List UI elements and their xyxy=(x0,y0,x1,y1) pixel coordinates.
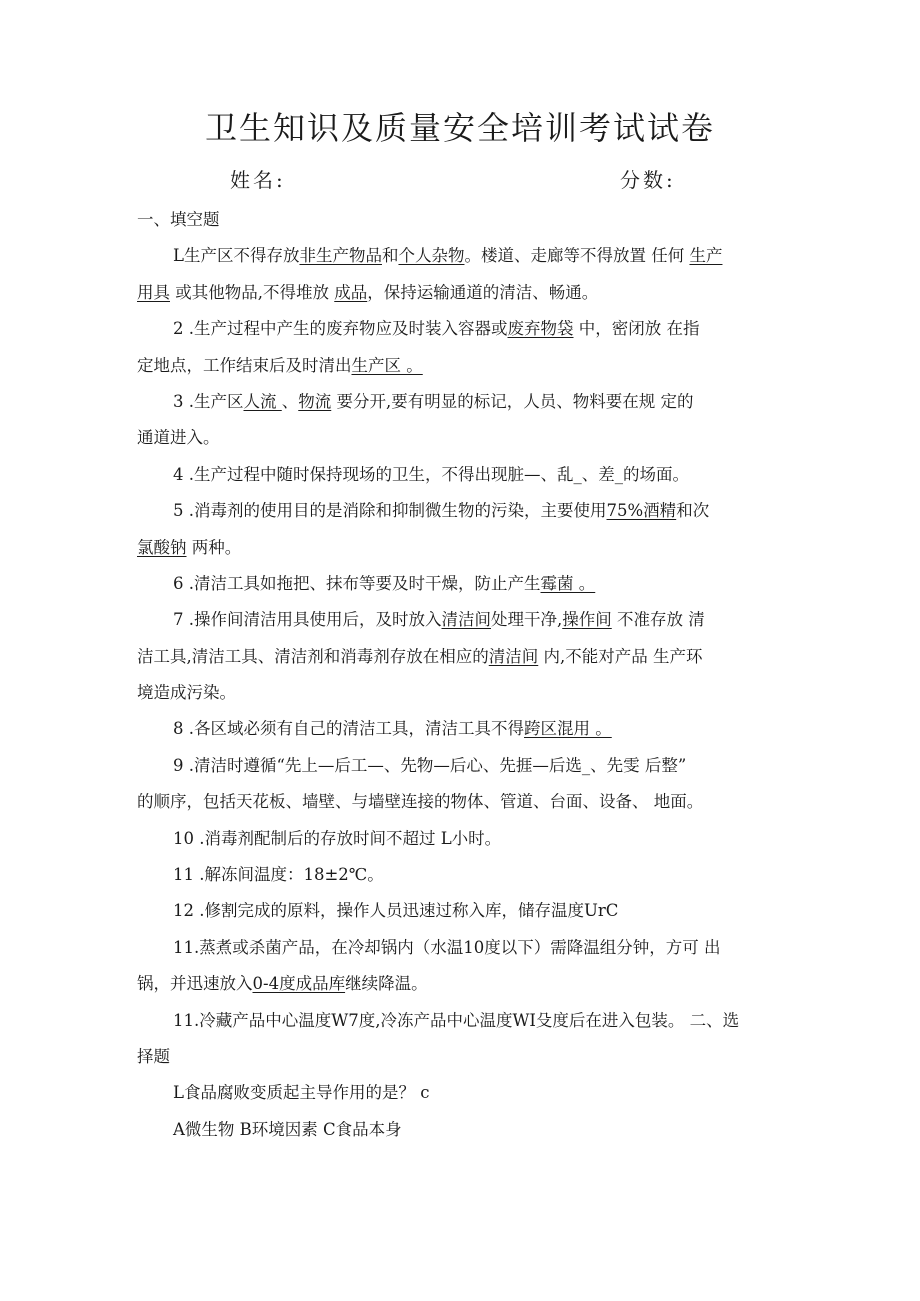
text-line xyxy=(137,1039,787,1075)
text-segment: 8 .各区域必须有自己的清洁工具，清洁工具不得 xyxy=(173,719,524,739)
text-segment: 11 .解冻间温度：18±2℃。 xyxy=(173,865,384,885)
text-line xyxy=(137,711,787,747)
text-segment: 6 .清洁工具如拖把、抹布等要及时干燥，防止产生 xyxy=(173,573,541,593)
text-line xyxy=(137,821,787,857)
answer-underlined: 废弃物袋 xyxy=(507,319,574,339)
section-heading-fill-blank: 一、填空题 xyxy=(137,210,220,229)
text-line xyxy=(137,930,787,966)
text-segment: 两种。 xyxy=(186,537,242,557)
answer-underlined: 个人杂物 xyxy=(398,246,465,266)
text-line xyxy=(137,530,787,566)
text-line xyxy=(137,748,787,784)
text-segment: 内,不能对产品 生产环 xyxy=(538,646,703,666)
text-segment: 11.冷藏产品中心温度W7度,冷冻产品中心温度WI殳度后在进入包装。 二、选 xyxy=(173,1010,740,1030)
text-segment: 中，密闭放 在指 xyxy=(573,319,700,339)
text-line xyxy=(137,238,787,274)
answer-underlined: 75%酒精 xyxy=(606,501,677,521)
text-segment: 处理干净, xyxy=(491,610,563,630)
answer-underlined: 成品 xyxy=(334,282,368,302)
text-line xyxy=(137,384,787,420)
answer-underlined: 用具 xyxy=(137,282,170,302)
answer-underlined: 清洁间 xyxy=(488,646,539,666)
text-line xyxy=(137,675,787,711)
exam-body xyxy=(137,202,787,1148)
text-line xyxy=(137,420,787,456)
text-segment: L食品腐败变质起主导作用的是？ c xyxy=(173,1083,430,1103)
text-line xyxy=(137,639,787,675)
text-segment: 3 .生产区 xyxy=(173,391,244,411)
text-line xyxy=(137,966,787,1002)
answer-underlined: 0-4度成品库 xyxy=(252,974,346,994)
text-line xyxy=(137,1075,787,1111)
text-segment: 。楼道、走廊等不得放置 任何 xyxy=(464,246,690,266)
text-segment: 要分开,要有明显的标记，人员、物料要在规 定的 xyxy=(331,391,694,411)
text-segment: 、 xyxy=(281,391,299,411)
text-segment: 4 .生产过程中随时保持现场的卫生，不得出现脏—、乱_、差_的场面。 xyxy=(173,464,689,484)
text-segment: 7 .操作间清洁用具使用后，及时放入 xyxy=(173,610,442,630)
text-line xyxy=(137,348,787,384)
answer-underlined: 生产 xyxy=(689,246,723,266)
text-segment: 通道进入。 xyxy=(137,428,220,448)
text-segment: L生产区不得存放 xyxy=(173,246,300,266)
text-segment: 9 .清洁时遵循“先上—后工—、先物—后心、先捱—后选_、先雯 后整” xyxy=(173,755,687,775)
text-line xyxy=(137,784,787,820)
text-segment: 择题 xyxy=(137,1046,170,1066)
text-line xyxy=(137,1003,787,1039)
text-segment: 12 .修割完成的原料，操作人员迅速过称入库，储存温度UrC xyxy=(173,901,619,921)
page-title: 卫生知识及质量安全培训考试试卷 xyxy=(204,109,715,147)
text-segment: 和 xyxy=(381,246,399,266)
text-line xyxy=(137,893,787,929)
name-label: 姓名: xyxy=(230,168,286,192)
text-line xyxy=(137,857,787,893)
answer-underlined: 霉菌 。 xyxy=(540,573,596,593)
text-segment: 继续降温。 xyxy=(345,974,428,994)
text-segment: 定地点，工作结束后及时清出 xyxy=(137,355,352,375)
score-label: 分数: xyxy=(620,168,676,192)
text-segment: 和次 xyxy=(676,501,710,521)
text-segment: 2 .生产过程中产生的废弃物应及时装入容器或 xyxy=(173,319,508,339)
answer-underlined: 清洁间 xyxy=(441,610,491,630)
text-line xyxy=(137,566,787,602)
text-segment: A微生物 B环境因素 C食品本身 xyxy=(173,1119,402,1139)
text-segment: 5 .消毒剂的使用目的是消除和抑制微生物的污染，主要使用 xyxy=(173,501,607,521)
answer-underlined: 操作间 xyxy=(562,610,612,630)
text-segment: 境造成污染。 xyxy=(137,683,236,703)
text-line xyxy=(137,311,787,347)
text-segment: 11.蒸煮或杀菌产品，在冷却锅内（水温10度以下）需降温组分钟，方可 出 xyxy=(173,937,721,957)
text-line xyxy=(137,457,787,493)
text-segment: 不准存放 清 xyxy=(611,610,705,630)
answer-underlined: 跨区混用 。 xyxy=(524,719,612,739)
text-segment: 的顺序，包括天花板、墙壁、与墙壁连接的物体、管道、台面、设备、 地面。 xyxy=(137,792,704,812)
text-line xyxy=(137,1112,787,1148)
text-line xyxy=(137,275,787,311)
answer-underlined: 非生产物品 xyxy=(299,246,382,266)
text-segment: 10 .消毒剂配制后的存放时间不超过 L小时。 xyxy=(173,828,502,848)
answer-underlined: 人流 xyxy=(243,391,282,411)
answer-underlined: 物流 xyxy=(298,391,332,411)
text-segment: ，保持运输通道的清洁、畅通。 xyxy=(367,282,599,302)
answer-underlined: 氯酸钠 xyxy=(137,537,187,557)
text-segment: 或其他物品,不得堆放 xyxy=(170,282,335,302)
text-segment: 洁工具,清洁工具、清洁剂和消毒剂存放在相应的 xyxy=(137,646,489,666)
text-line xyxy=(137,493,787,529)
name-score-row xyxy=(0,160,920,196)
answer-underlined: 生产区 。 xyxy=(351,355,423,375)
text-line xyxy=(137,602,787,638)
text-segment: 锅，并迅速放入 xyxy=(137,974,253,994)
